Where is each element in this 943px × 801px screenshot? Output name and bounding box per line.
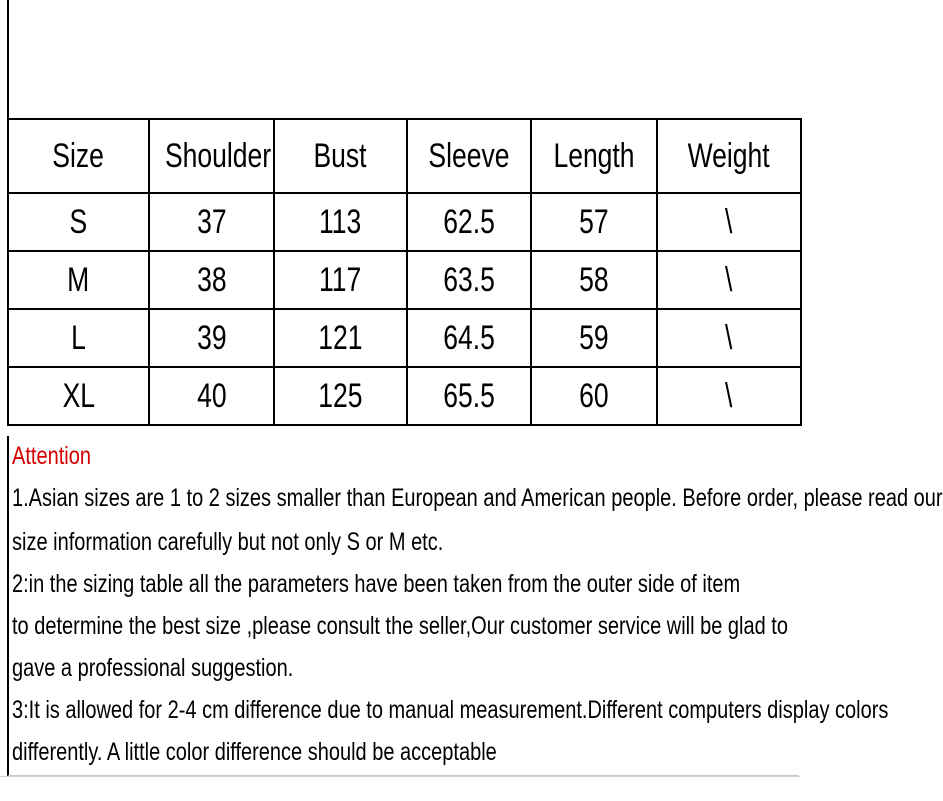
table-row xyxy=(8,367,801,425)
cell-bust: 117 xyxy=(274,251,407,309)
cell-shoulder: 38 xyxy=(149,251,274,309)
cell-shoulder: 40 xyxy=(149,367,274,425)
header-length: Length xyxy=(531,119,657,193)
note-line: 1.Asian sizes are 1 to 2 sizes smaller than European and American people. Before order, please read our xyxy=(12,484,943,512)
cell-weight: \ xyxy=(657,309,801,367)
cell-weight: \ xyxy=(657,193,801,251)
note-line: to determine the best size ,please consult the seller,Our customer service will be glad to xyxy=(12,612,788,640)
cell-length: 59 xyxy=(531,309,657,367)
cell-sleeve: 65.5 xyxy=(407,367,531,425)
note-line: 3:It is allowed for 2-4 cm difference due to manual measurement.Different computers display colors xyxy=(12,696,889,724)
cell-shoulder: 39 xyxy=(149,309,274,367)
table-row xyxy=(8,193,801,251)
header-size: Size xyxy=(8,119,149,193)
cell-shoulder: 37 xyxy=(149,193,274,251)
cell-sleeve: 62.5 xyxy=(407,193,531,251)
note-line: size information carefully but not only S or M etc. xyxy=(12,528,444,556)
cell-weight: \ xyxy=(657,251,801,309)
table-row xyxy=(8,309,801,367)
cell-length: 58 xyxy=(531,251,657,309)
blank-header-area xyxy=(7,0,799,118)
header-shoulder: Shoulder xyxy=(149,119,274,193)
attention-heading: Attention xyxy=(12,442,91,470)
cell-size: XL xyxy=(8,367,149,425)
cell-length: 57 xyxy=(531,193,657,251)
cell-bust: 121 xyxy=(274,309,407,367)
cell-bust: 113 xyxy=(274,193,407,251)
notes-section xyxy=(7,436,943,776)
header-weight: Weight xyxy=(657,119,801,193)
cell-size: S xyxy=(8,193,149,251)
table-row xyxy=(8,251,801,309)
cell-weight: \ xyxy=(657,367,801,425)
cell-size: L xyxy=(8,309,149,367)
cell-size: M xyxy=(8,251,149,309)
cell-sleeve: 64.5 xyxy=(407,309,531,367)
header-bust: Bust xyxy=(274,119,407,193)
cell-length: 60 xyxy=(531,367,657,425)
size-chart-table xyxy=(7,118,802,426)
bottom-strip xyxy=(0,776,800,801)
note-line: gave a professional suggestion. xyxy=(12,654,294,682)
table-header-row xyxy=(8,119,801,193)
note-line: 2:in the sizing table all the parameters have been taken from the outer side of item xyxy=(12,570,741,598)
note-line: differently. A little color difference should be acceptable xyxy=(12,738,497,766)
cell-bust: 125 xyxy=(274,367,407,425)
cell-sleeve: 63.5 xyxy=(407,251,531,309)
header-sleeve: Sleeve xyxy=(407,119,531,193)
